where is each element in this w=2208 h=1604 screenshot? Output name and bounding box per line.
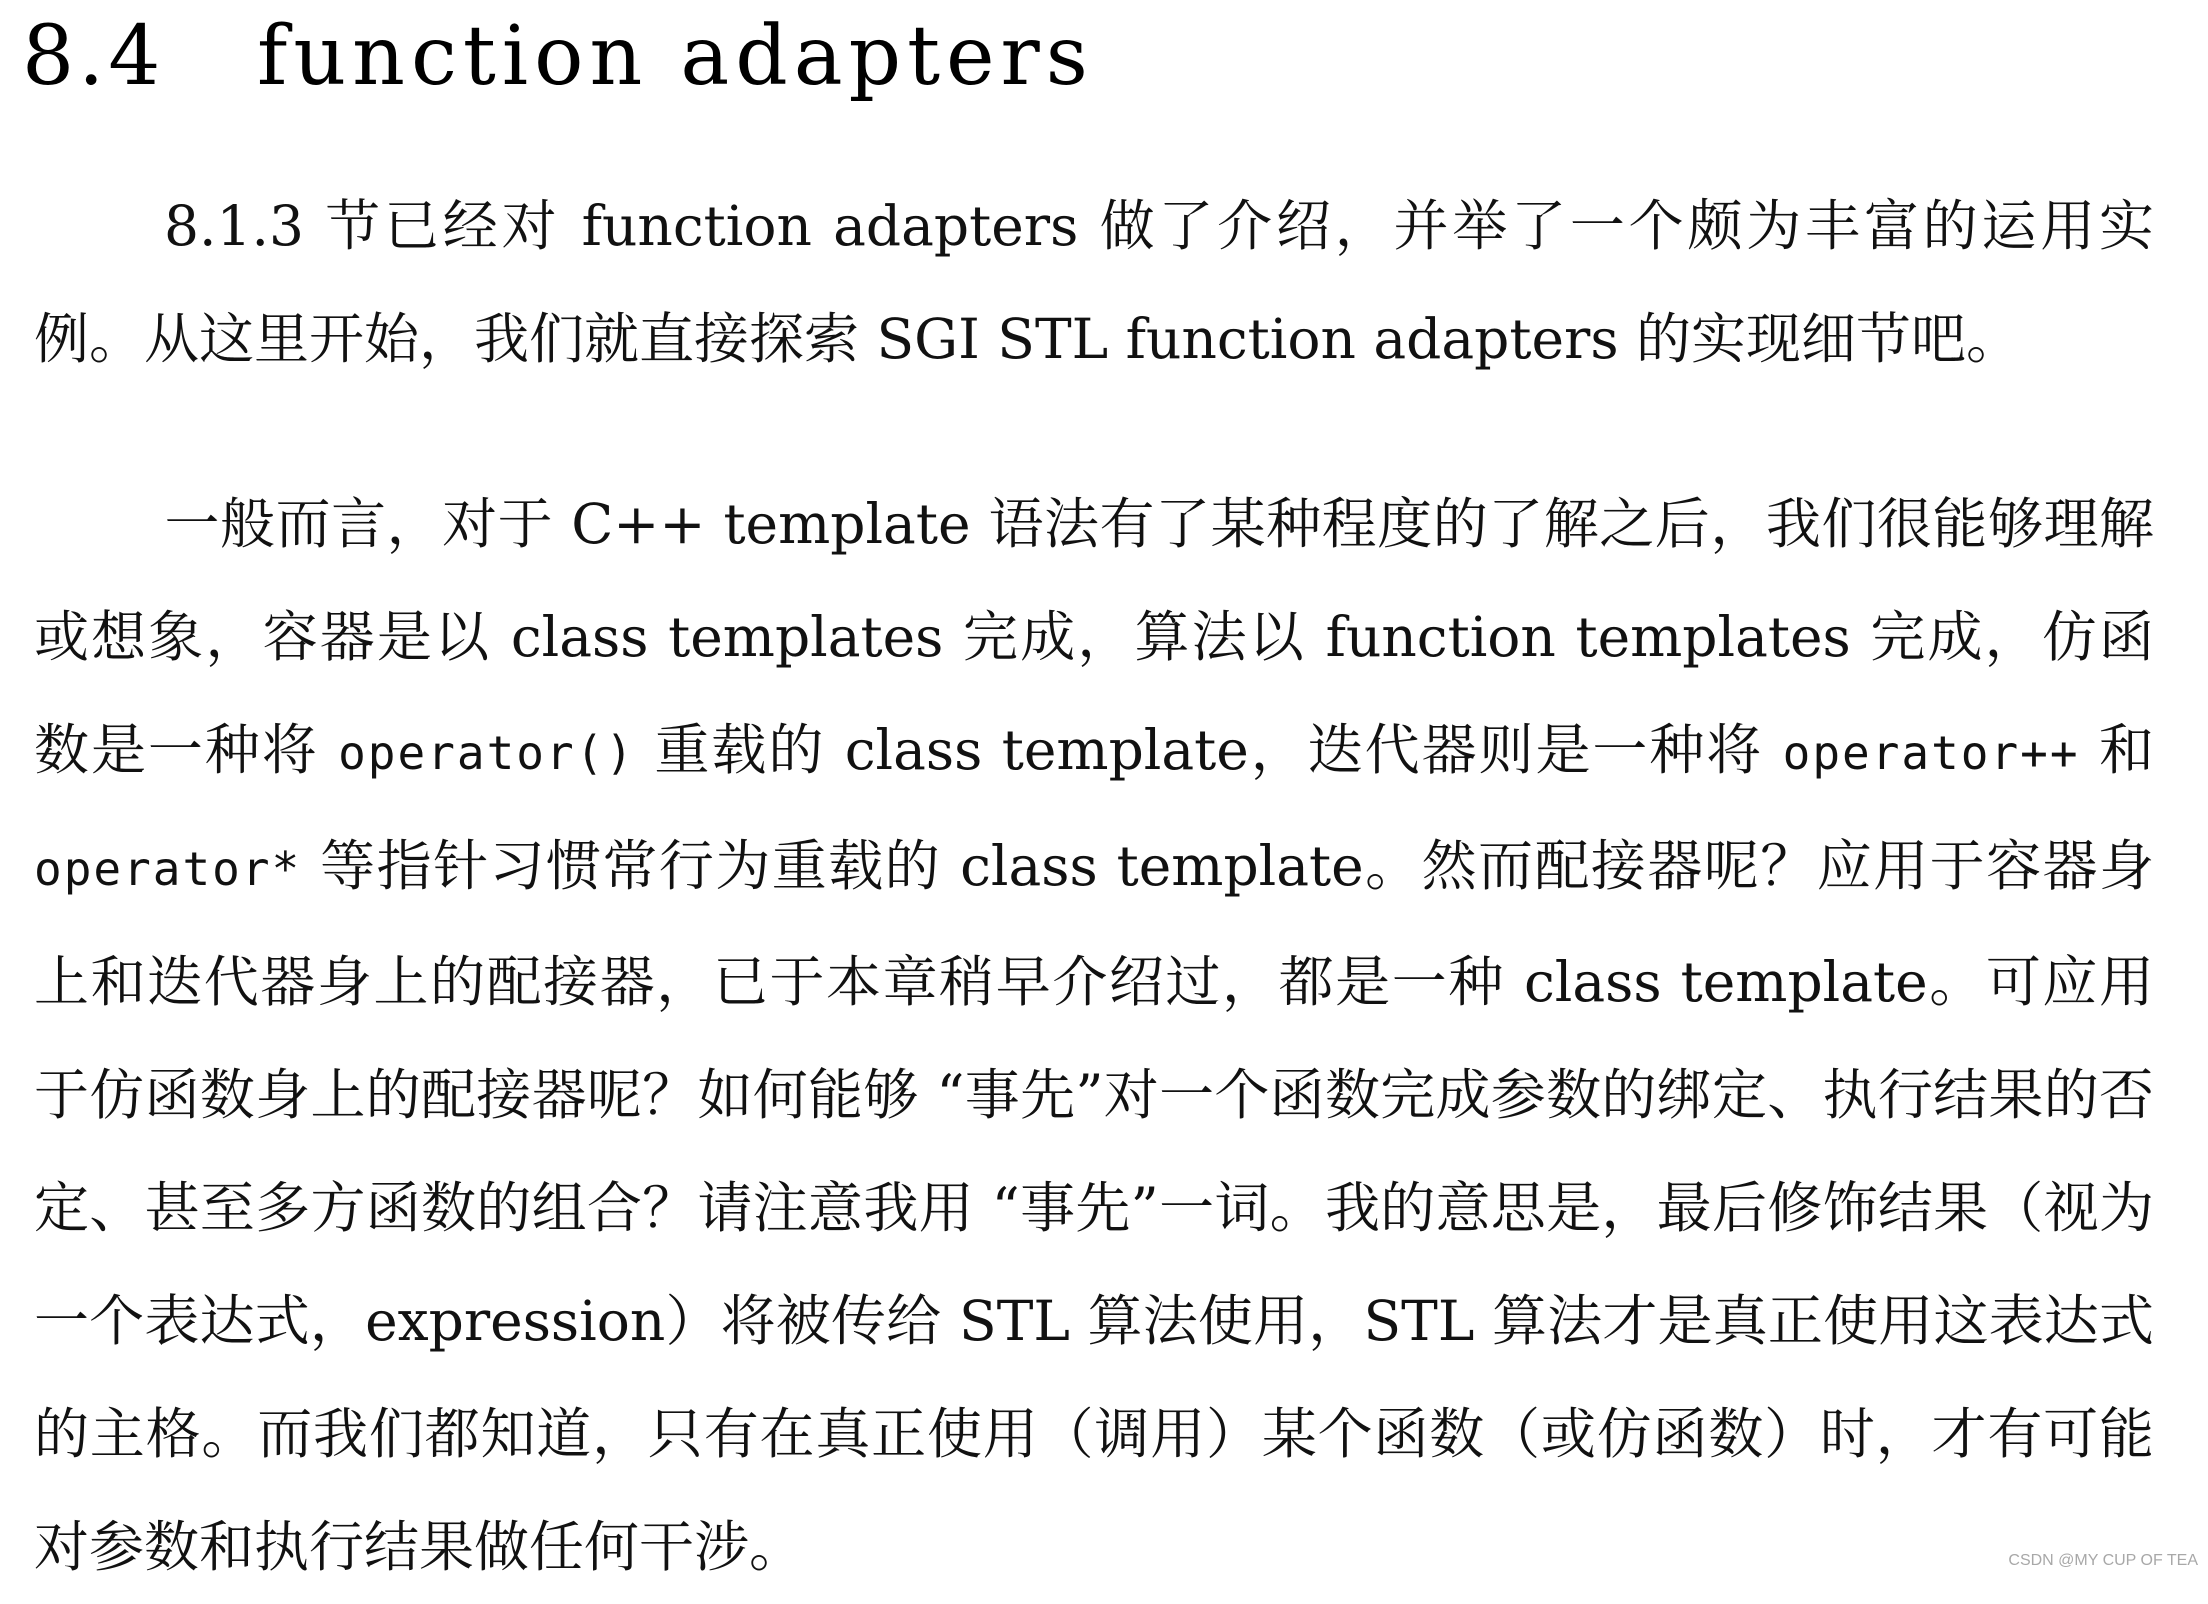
paragraph-text: 一般而言，对于 C++ template 语法有了某种程度的了解之后，我们很能够理解或想象，容器是以 class templates 完成，算法以 function templates 完成，仿函数是一种将 bbox=[34, 492, 2154, 782]
section-number: 8.4 bbox=[22, 9, 165, 104]
watermark: CSDN @MY CUP OF TEA bbox=[2008, 1552, 2198, 1569]
inline-code: operator() bbox=[338, 726, 636, 780]
inline-code: operator++ bbox=[1782, 726, 2080, 780]
paragraph-text: 8.1.3 节已经对 function adapters 做了介绍，并举了一个颇为丰富的运用实例。从这里开始，我们就直接探索 SGI STL function adapters 的实现细节吧。 bbox=[34, 194, 2154, 371]
paragraph-intro bbox=[34, 170, 2154, 396]
paragraph-main bbox=[34, 468, 2154, 1604]
paragraph-text: 和 bbox=[2079, 718, 2154, 782]
section-heading bbox=[22, 2, 1094, 112]
paragraph-text: 等指针习惯常行为重载的 class template。然而配接器呢？应用于容器身上和迭代器身上的配接器，已于本章稍早介绍过，都是一种 class template。可应用于仿函数身上的配接器呢？如何能够 “事先”对一个函数完成参数的绑定、执行结果的否定、甚至多方函数的组合？请注意我用 “事先”一词。我的意思是，最后修饰结果（视为一个表达式，expression）将被传给 STL 算法使用，STL 算法才是真正使用这表达式的主格。而我们都知道，只有在真正使用（调用）某个函数（或仿函数）时，才有可能对参数和执行结果做任何干涉。 bbox=[34, 834, 2154, 1579]
paragraph-body bbox=[34, 492, 2154, 1579]
paragraph-body bbox=[34, 194, 2154, 371]
section-title: function adapters bbox=[257, 9, 1094, 104]
inline-code: operator* bbox=[34, 842, 302, 896]
paragraph-text: 重载的 class template，迭代器则是一种将 bbox=[635, 718, 1783, 782]
